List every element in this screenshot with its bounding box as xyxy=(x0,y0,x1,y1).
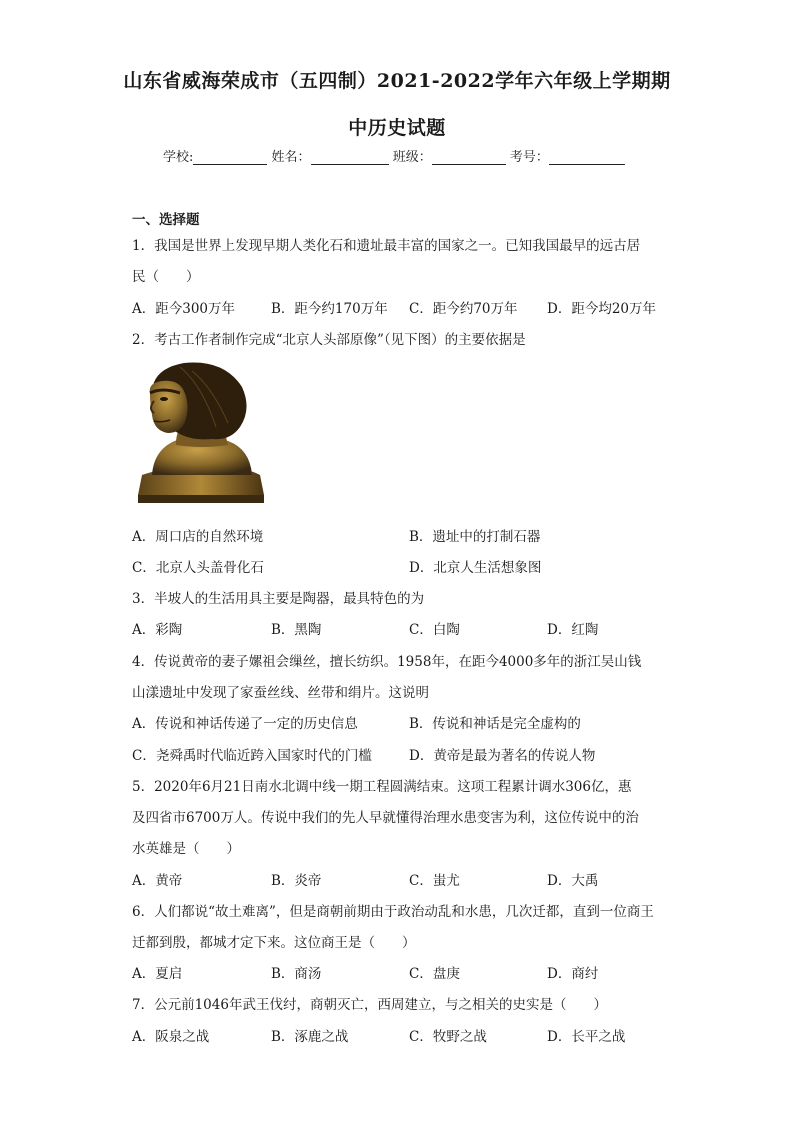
q2-option-a[interactable]: A．周口店的自然环境 xyxy=(132,529,264,545)
q3-option-b[interactable]: B．黑陶 xyxy=(271,622,322,638)
q7-option-c[interactable]: C．牧野之战 xyxy=(409,1029,487,1045)
class-field[interactable] xyxy=(432,150,506,165)
number-field[interactable] xyxy=(549,150,625,165)
q2-option-d[interactable]: D．北京人生活想象图 xyxy=(409,560,542,576)
q3-option-c[interactable]: C．白陶 xyxy=(409,622,460,638)
q6-option-c[interactable]: C．盘庚 xyxy=(409,966,460,982)
section-heading: 一、选择题 xyxy=(132,212,200,228)
q1-option-d[interactable]: D．距今均20万年 xyxy=(547,301,657,317)
q2-option-c[interactable]: C．北京人头盖骨化石 xyxy=(132,560,264,576)
question-4-line-1: 4．传说黄帝的妻子嫘祖会缫丝，擅长纺织。1958年，在距今4000多年的浙江吴山钱 xyxy=(132,654,642,670)
q4-option-c[interactable]: C．尧舜禹时代临近跨入国家时代的门槛 xyxy=(132,748,372,764)
q1-option-c[interactable]: C．距今约70万年 xyxy=(409,301,518,317)
question-7-line-1: 7．公元前1046年武王伐纣，商朝灭亡，西周建立，与之相关的史实是（ ） xyxy=(132,997,607,1013)
question-5-line-1: 5．2020年6月21日南水北调中线一期工程圆满结束。这项工程累计调水306亿，惠 xyxy=(132,779,632,795)
q5-option-b[interactable]: B．炎帝 xyxy=(271,873,322,889)
q6-option-d[interactable]: D．商纣 xyxy=(547,966,599,982)
question-1-line-2: 民（ ） xyxy=(132,269,200,285)
q5-option-a[interactable]: A．黄帝 xyxy=(132,873,183,889)
number-label: 考号： xyxy=(509,150,549,165)
name-field[interactable] xyxy=(311,150,389,165)
student-info-row xyxy=(163,146,625,165)
q4-option-d[interactable]: D．黄帝是最为著名的传说人物 xyxy=(409,748,596,764)
question-1-line-1: 1．我国是世界上发现早期人类化石和遗址最丰富的国家之一。已知我国最早的远古居 xyxy=(132,238,641,254)
exam-title-line2: 中历史试题 xyxy=(348,117,446,139)
q5-option-c[interactable]: C．蚩尤 xyxy=(409,873,460,889)
question-5-line-3: 水英雄是（ ） xyxy=(132,841,240,857)
q6-option-a[interactable]: A．夏启 xyxy=(132,966,183,982)
q7-option-b[interactable]: B．涿鹿之战 xyxy=(271,1029,349,1045)
q7-option-d[interactable]: D．长平之战 xyxy=(547,1029,626,1045)
school-field[interactable] xyxy=(193,150,267,165)
q7-option-a[interactable]: A．阪泉之战 xyxy=(132,1029,210,1045)
q4-option-b[interactable]: B．传说和神话是完全虚构的 xyxy=(409,716,581,732)
peking-man-bust-image xyxy=(132,357,268,505)
q4-option-a[interactable]: A．传说和神话传递了一定的历史信息 xyxy=(132,716,358,732)
q5-option-d[interactable]: D．大禹 xyxy=(547,873,599,889)
q1-option-b[interactable]: B．距今约170万年 xyxy=(271,301,388,317)
q2-option-b[interactable]: B．遗址中的打制石器 xyxy=(409,529,541,545)
q1-option-a[interactable]: A．距今300万年 xyxy=(132,301,236,317)
q3-option-d[interactable]: D．红陶 xyxy=(547,622,599,638)
q6-option-b[interactable]: B．商汤 xyxy=(271,966,322,982)
question-2-line-1: 2．考古工作者制作完成“北京人头部原像”（见下图）的主要依据是 xyxy=(132,332,526,348)
question-6-line-2: 迁都到殷，都城才定下来。这位商王是（ ） xyxy=(132,935,416,951)
name-label: 姓名： xyxy=(271,150,311,165)
question-4-line-2: 山漾遗址中发现了家蚕丝线、丝带和绢片。这说明 xyxy=(132,685,429,701)
question-3-line-1: 3．半坡人的生活用具主要是陶器，最具特色的为 xyxy=(132,591,425,607)
question-5-line-2: 及四省市6700万人。传说中我们的先人早就懂得治理水患变害为利，这位传说中的治 xyxy=(132,810,639,826)
exam-title-line1: 山东省威海荣成市（五四制）2021-2022学年六年级上学期期 xyxy=(123,70,671,92)
q3-option-a[interactable]: A．彩陶 xyxy=(132,622,183,638)
question-6-line-1: 6．人们都说“故土难离”，但是商朝前期由于政治动乱和水患，几次迁都，直到一位商王 xyxy=(132,904,654,920)
class-label: 班级： xyxy=(392,150,432,165)
school-label: 学校: xyxy=(163,150,194,165)
